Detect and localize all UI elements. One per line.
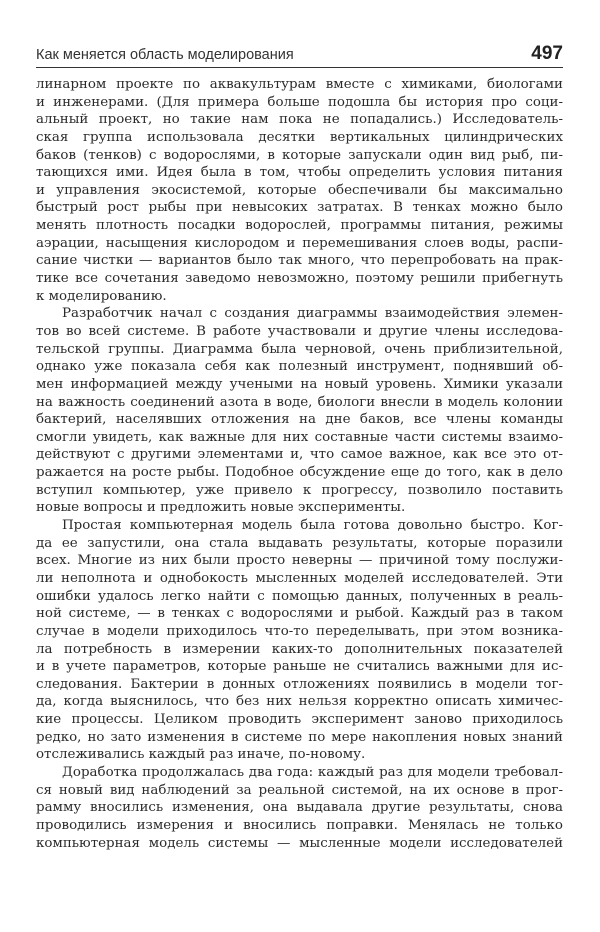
text-line: баков (тенков) с водорослями, в которые запускали один вид рыб, пи-: [36, 147, 563, 163]
text-line: ошибки удалось легко найти с помощью данных, полученных в реаль-: [36, 588, 563, 604]
text-line: всех. Многие из них были просто неверны — причиной тому послужи-: [36, 553, 563, 569]
text-line: ся новый вид наблюдений за реальной системой, на их основе в прог-: [36, 782, 563, 798]
text-line: к моделированию.: [36, 288, 167, 304]
text-line: компьютерная модель системы — мысленные модели исследователей: [36, 835, 563, 851]
text-line: рамму вносились изменения, она выдавала другие результаты, снова: [36, 800, 563, 816]
text-line: Доработка продолжалась два года: каждый раз для модели требовал-: [62, 764, 563, 780]
text-line: тов во всей системе. В работе участвовали и другие члены исследова-: [36, 323, 563, 339]
text-line: кие процессы. Целиком проводить эксперимент заново приходилось: [36, 712, 563, 728]
text-line: ская группа использовала десятки вертикальных цилиндрических: [36, 129, 563, 145]
text-line: линарном проекте по аквакультурам вместе с химиками, биологами: [36, 77, 563, 92]
paragraph: [36, 764, 563, 852]
text-line: ла потребность в измерении каких-то дополнительных показателей: [36, 641, 563, 657]
text-line: случае в модели приходилось что-то переделывать, при этом возника-: [36, 623, 563, 639]
paragraph: [36, 305, 563, 517]
text-line: бактерий, населявших отложения на дне баков, все члены команды: [36, 412, 563, 428]
page-number: 497: [531, 43, 563, 64]
text-line: следования. Бактерии в донных отложениях появились в модели тог-: [36, 676, 563, 692]
text-line: ражается на росте рыбы. Подобное обсуждение еще до того, как в дело: [36, 465, 563, 481]
text-line: альный проект, но такие нам пока не попадались.) Исследователь-: [36, 112, 563, 128]
running-title: Как меняется область моделирования: [36, 47, 294, 63]
text-line: редко, но зато изменения в системе по мере накопления новых знаний: [36, 729, 563, 745]
text-line: мен информацией между учеными на новый уровень. Химики указали: [36, 376, 563, 392]
paragraph: [36, 76, 563, 305]
text-line: быстрый рост рыбы при невысоких затратах. В тенках можно было: [36, 200, 563, 216]
text-line: ли неполнота и однобокость мысленных моделей исследователей. Эти: [36, 570, 563, 586]
text-line: Простая компьютерная модель была готова довольно быстро. Ког-: [62, 518, 563, 534]
text-line: и в учете параметров, которые раньше не считались важными для ис-: [36, 659, 563, 675]
text-line: да, когда выяснилось, что без них нельзя корректно описать химичес-: [36, 694, 563, 710]
text-line: ной системе, — в тенках с водорослями и рыбой. Каждый раз в таком: [36, 606, 563, 622]
text-line: новые вопросы и предложить новые эксперименты.: [36, 500, 406, 516]
text-line: тающихся ими. Идея была в том, чтобы определить условия питания: [36, 165, 563, 181]
text-line: да ее запустили, она стала выдавать результаты, которые поразили: [36, 535, 563, 551]
text-line: на важность соединений азота в воде, биологи внесли в модель колонии: [36, 394, 563, 410]
text-line: сание чистки — вариантов было так много, что перепробовать на прак-: [36, 253, 563, 269]
text-line: и управления экосистемой, которые обеспечивали бы максимально: [36, 182, 563, 198]
body-text: [36, 76, 563, 852]
text-line: тельской группы. Диаграмма была черновой, очень приблизительной,: [36, 341, 563, 357]
text-line: отслеживались каждый раз иначе, по-новому.: [36, 747, 366, 763]
running-header: [36, 42, 563, 68]
text-line: Разработчик начал с создания диаграммы взаимодействия элемен-: [62, 306, 563, 322]
text-line: вступил компьютер, уже привело к прогрессу, позволило поставить: [36, 482, 563, 498]
text-line: и инженерами. (Для примера больше подошла бы история про соци-: [36, 94, 563, 110]
text-line: аэрации, насыщения кислородом и перемешивания слоев воды, распи-: [36, 235, 563, 251]
text-line: действуют с другими элементами и, что самое важное, как все это от-: [36, 447, 563, 463]
text-line: смогли увидеть, как важные для них составные части системы взаимо-: [36, 429, 563, 445]
paragraph: [36, 517, 563, 764]
text-line: однако уже показала себя как полезный инструмент, поднявший об-: [36, 359, 563, 375]
text-line: тике все сочетания заведомо невозможно, поэтому решили прибегнуть: [36, 271, 563, 287]
text-line: проводились измерения и вносились поправки. Менялась не только: [36, 817, 563, 833]
text-line: менять плотность посадки водорослей, программы питания, режимы: [36, 218, 563, 234]
